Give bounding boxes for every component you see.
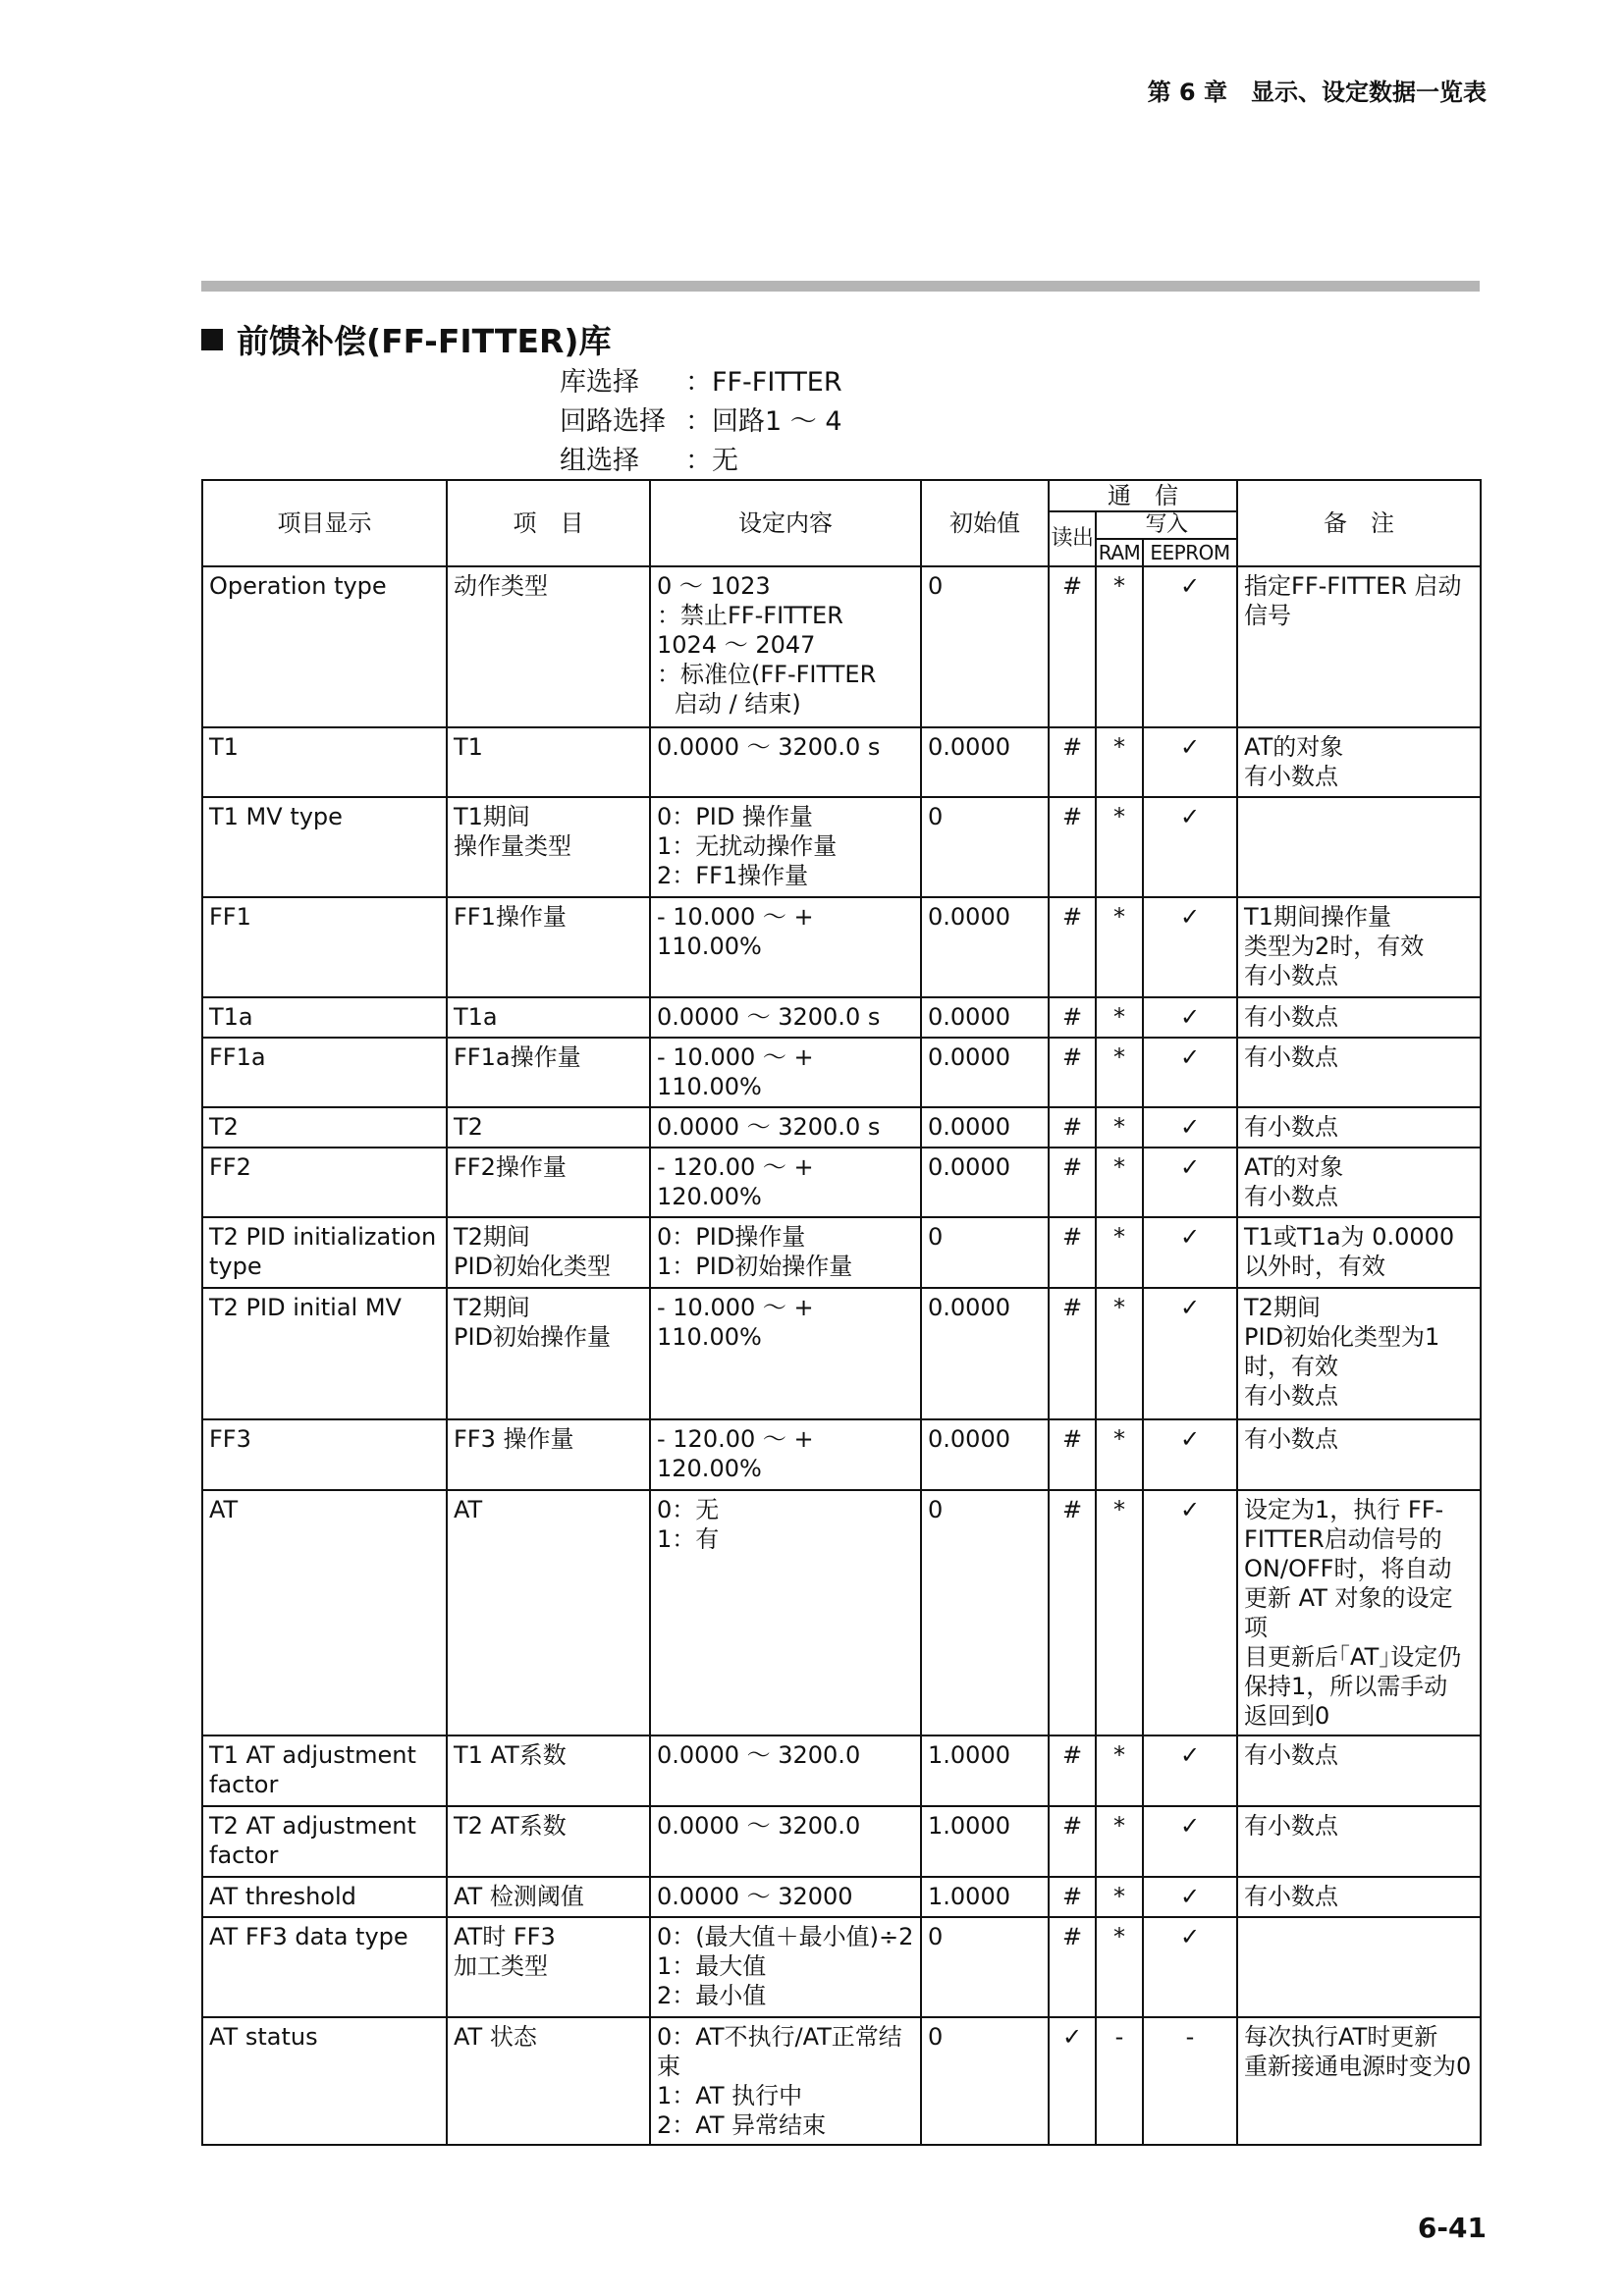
cell-setting — [650, 727, 921, 797]
header-initial: 初始值 — [921, 480, 1049, 566]
cell-item-display-line: FF1a — [209, 1043, 266, 1071]
table-row — [202, 1217, 1481, 1288]
cell-setting-line: 1：无扰动操作量 — [657, 832, 838, 860]
cell-setting-line: - 10.000 ～ + — [657, 1294, 814, 1321]
cell-setting — [650, 1288, 921, 1419]
cell-read: ✓ — [1049, 2017, 1096, 2145]
cell-remark-line: T2期间 — [1244, 1294, 1321, 1321]
section-title-text: 前馈补偿(FF-FITTER)库 — [237, 322, 612, 360]
cell-setting — [650, 1107, 921, 1148]
table-row — [202, 997, 1481, 1038]
cell-setting — [650, 2017, 921, 2145]
cell-item — [447, 1877, 650, 1917]
cell-setting-line: - 10.000 ～ + — [657, 903, 814, 931]
cell-initial: 0 — [921, 2017, 1049, 2145]
cell-remark — [1237, 1419, 1481, 1490]
cell-remark-line: T1期间操作量 — [1244, 903, 1391, 931]
cell-setting — [650, 1735, 921, 1806]
cell-item-display-line: AT status — [209, 2023, 318, 2051]
cell-item-display — [202, 727, 447, 797]
info-row — [560, 442, 842, 481]
cell-remark — [1237, 1288, 1481, 1419]
info-row — [560, 363, 842, 402]
cell-eeprom: ✓ — [1143, 997, 1237, 1038]
cell-item-display — [202, 897, 447, 997]
cell-remark-line: AT的对象 — [1244, 1153, 1344, 1181]
header-read: 读出 — [1049, 511, 1096, 566]
cell-item — [447, 1288, 650, 1419]
cell-item-display-line: factor — [209, 1842, 279, 1869]
cell-setting-line: 0：AT不执行/AT正常结束 — [657, 2023, 902, 2080]
cell-read: # — [1049, 727, 1096, 797]
header-setting: 设定内容 — [650, 480, 921, 566]
header-eeprom: EEPROM — [1143, 539, 1237, 566]
cell-remark-line: 有小数点 — [1244, 1883, 1339, 1910]
cell-initial: 0.0000 — [921, 1038, 1049, 1107]
cell-item — [447, 797, 650, 897]
cell-eeprom: ✓ — [1143, 566, 1237, 727]
cell-setting — [650, 1806, 921, 1877]
cell-ram: * — [1096, 727, 1143, 797]
cell-eeprom: ✓ — [1143, 1148, 1237, 1217]
cell-eeprom: ✓ — [1143, 727, 1237, 797]
cell-remark — [1237, 1148, 1481, 1217]
cell-remark-line: 设定为1，执行 FF- — [1244, 1496, 1444, 1523]
cell-setting — [650, 566, 921, 727]
cell-remark-line: 返回到0 — [1244, 1702, 1330, 1730]
cell-ram: * — [1096, 1148, 1143, 1217]
info-label: 回路选择 — [560, 406, 666, 437]
cell-remark-line: 有小数点 — [1244, 1183, 1339, 1210]
cell-eeprom: ✓ — [1143, 897, 1237, 997]
info-row — [560, 402, 842, 442]
cell-ram: * — [1096, 1877, 1143, 1917]
cell-item-line: PID初始操作量 — [454, 1323, 612, 1351]
cell-remark-line: AT的对象 — [1244, 733, 1344, 761]
cell-setting-line: 2：FF1操作量 — [657, 862, 809, 889]
table-row — [202, 1877, 1481, 1917]
cell-item — [447, 1038, 650, 1107]
cell-item-display-line: FF3 — [209, 1425, 251, 1453]
cell-item-display-line: T2 AT adjustment — [209, 1812, 416, 1840]
cell-setting-line: 0.0000 ～ 3200.0 s — [657, 1003, 881, 1031]
cell-initial: 1.0000 — [921, 1877, 1049, 1917]
info-value: ：回路1 ～ 4 — [685, 406, 842, 437]
cell-item — [447, 997, 650, 1038]
cell-remark-line: 有小数点 — [1244, 962, 1339, 989]
cell-setting-line: 1：PID初始操作量 — [657, 1253, 853, 1280]
cell-read: # — [1049, 1806, 1096, 1877]
header-ram: RAM — [1096, 539, 1143, 566]
info-label: 库选择 — [560, 367, 639, 398]
cell-read: # — [1049, 1217, 1096, 1288]
cell-item-line: T2期间 — [454, 1294, 530, 1321]
info-value: ：FF-FITTER — [685, 367, 842, 398]
cell-item-display-line: AT — [209, 1496, 239, 1523]
cell-eeprom: ✓ — [1143, 1107, 1237, 1148]
cell-remark — [1237, 1877, 1481, 1917]
cell-item-line: T1a — [454, 1003, 498, 1031]
black-square-icon — [201, 329, 223, 350]
cell-item-display-line: T1 AT adjustment — [209, 1741, 416, 1769]
cell-read: # — [1049, 566, 1096, 727]
table-body — [202, 566, 1481, 2145]
cell-read: # — [1049, 1148, 1096, 1217]
cell-remark-line: 有小数点 — [1244, 1812, 1339, 1840]
cell-ram: * — [1096, 1806, 1143, 1877]
cell-eeprom: ✓ — [1143, 1917, 1237, 2017]
table-row — [202, 1107, 1481, 1148]
cell-initial: 0.0000 — [921, 1419, 1049, 1490]
cell-item — [447, 2017, 650, 2145]
cell-setting-line: 0.0000 ～ 32000 — [657, 1883, 853, 1910]
cell-remark — [1237, 1490, 1481, 1735]
cell-item — [447, 1107, 650, 1148]
cell-remark-line: 时，有效 — [1244, 1353, 1339, 1380]
cell-item-display — [202, 1877, 447, 1917]
cell-item — [447, 1917, 650, 2017]
cell-remark-line: 以外时，有效 — [1244, 1253, 1386, 1280]
cell-item-line: AT — [454, 1496, 483, 1523]
cell-setting — [650, 1877, 921, 1917]
cell-read: # — [1049, 1917, 1096, 2017]
cell-item-line: AT 检测阈值 — [454, 1883, 584, 1910]
cell-setting-line: 120.00% — [657, 1183, 762, 1210]
cell-item-display — [202, 1490, 447, 1735]
cell-remark — [1237, 1107, 1481, 1148]
cell-setting — [650, 1217, 921, 1288]
cell-item-display — [202, 1148, 447, 1217]
cell-eeprom: ✓ — [1143, 1735, 1237, 1806]
cell-setting-line: 1：有 — [657, 1525, 720, 1553]
header-comm: 通 信 — [1049, 480, 1237, 511]
cell-remark — [1237, 897, 1481, 997]
cell-item-display-line: AT FF3 data type — [209, 1923, 408, 1950]
cell-eeprom: ✓ — [1143, 1419, 1237, 1490]
cell-item-display — [202, 1288, 447, 1419]
cell-item-line: T2 — [454, 1113, 483, 1141]
cell-item-display — [202, 997, 447, 1038]
cell-remark — [1237, 1217, 1481, 1288]
cell-setting-line: 0：(最大值＋最小值)÷2 — [657, 1923, 914, 1950]
cell-item-display-line: T1a — [209, 1003, 253, 1031]
cell-remark-line: 更新 AT 对象的设定项 — [1244, 1584, 1453, 1641]
cell-item-display-line: factor — [209, 1771, 279, 1798]
cell-eeprom: ✓ — [1143, 1490, 1237, 1735]
cell-item-line: T1 AT系数 — [454, 1741, 567, 1769]
cell-initial: 0 — [921, 797, 1049, 897]
cell-setting-line: 0：PID 操作量 — [657, 803, 813, 830]
cell-item-line: T1 — [454, 733, 483, 761]
cell-remark-line: 有小数点 — [1244, 1425, 1339, 1453]
cell-setting-line: 1：AT 执行中 — [657, 2082, 803, 2109]
cell-remark-line: 有小数点 — [1244, 1003, 1339, 1031]
cell-setting-line: 1024 ～ 2047 — [657, 631, 816, 659]
cell-initial: 0.0000 — [921, 897, 1049, 997]
cell-remark-line: 目更新后｢AT｣设定仍 — [1244, 1643, 1462, 1671]
cell-item-display — [202, 1038, 447, 1107]
table-row — [202, 1806, 1481, 1877]
section-title — [201, 316, 611, 362]
cell-initial: 0.0000 — [921, 1107, 1049, 1148]
cell-setting-line: - 120.00 ～ + — [657, 1425, 814, 1453]
cell-ram: * — [1096, 1419, 1143, 1490]
cell-item-line: FF1a操作量 — [454, 1043, 581, 1071]
cell-read: # — [1049, 897, 1096, 997]
cell-ram: * — [1096, 1107, 1143, 1148]
cell-item-display — [202, 2017, 447, 2145]
cell-remark — [1237, 1806, 1481, 1877]
cell-item — [447, 566, 650, 727]
cell-item-display — [202, 1917, 447, 2017]
cell-item — [447, 1148, 650, 1217]
cell-setting-line: 0 ～ 1023 — [657, 572, 771, 600]
cell-setting-line: 0.0000 ～ 3200.0 — [657, 1741, 861, 1769]
cell-remark-line: 有小数点 — [1244, 1382, 1339, 1410]
cell-setting-line: 0.0000 ～ 3200.0 s — [657, 1113, 881, 1141]
cell-remark-line: 类型为2时，有效 — [1244, 933, 1425, 960]
cell-setting-line: 1：最大值 — [657, 1952, 767, 1980]
cell-item — [447, 727, 650, 797]
cell-remark-line: 有小数点 — [1244, 763, 1339, 790]
cell-setting — [650, 1419, 921, 1490]
table-row — [202, 727, 1481, 797]
cell-remark-line: 保持1，所以需手动 — [1244, 1673, 1448, 1700]
cell-item-display — [202, 1107, 447, 1148]
table-row — [202, 1735, 1481, 1806]
cell-item-line: T2 AT系数 — [454, 1812, 567, 1840]
cell-initial: 0.0000 — [921, 727, 1049, 797]
cell-setting — [650, 897, 921, 997]
cell-read: # — [1049, 997, 1096, 1038]
cell-read: # — [1049, 1288, 1096, 1419]
cell-read: # — [1049, 797, 1096, 897]
cell-item-line: AT时 FF3 — [454, 1923, 556, 1950]
cell-remark-line: T1或T1a为 0.0000 — [1244, 1223, 1455, 1251]
cell-item-line: 操作量类型 — [454, 832, 571, 860]
cell-item-line: FF2操作量 — [454, 1153, 567, 1181]
cell-ram: * — [1096, 997, 1143, 1038]
cell-item — [447, 1217, 650, 1288]
cell-setting-line: 110.00% — [657, 1073, 762, 1100]
cell-item-display-line: FF2 — [209, 1153, 251, 1181]
table-row — [202, 1419, 1481, 1490]
cell-remark-line: 信号 — [1244, 602, 1292, 629]
header-item-display: 项目显示 — [202, 480, 447, 566]
cell-remark — [1237, 997, 1481, 1038]
cell-read: # — [1049, 1419, 1096, 1490]
cell-ram: * — [1096, 1038, 1143, 1107]
cell-item-display-line: AT threshold — [209, 1883, 356, 1910]
cell-item-display — [202, 1419, 447, 1490]
table-row — [202, 1038, 1481, 1107]
table-row — [202, 1148, 1481, 1217]
table-row — [202, 797, 1481, 897]
cell-ram: * — [1096, 1490, 1143, 1735]
cell-remark — [1237, 1038, 1481, 1107]
table-row — [202, 1917, 1481, 2017]
cell-item-display-line: T2 PID initialization — [209, 1223, 437, 1251]
cell-initial: 0.0000 — [921, 997, 1049, 1038]
cell-item-line: AT 状态 — [454, 2023, 537, 2051]
cell-item-line: FF1操作量 — [454, 903, 567, 931]
cell-initial: 1.0000 — [921, 1806, 1049, 1877]
cell-ram: * — [1096, 1917, 1143, 2017]
cell-remark-line: ON/OFF时，将自动 — [1244, 1555, 1452, 1582]
cell-item-display-line: FF1 — [209, 903, 251, 931]
cell-initial: 0 — [921, 1917, 1049, 2017]
cell-setting — [650, 1148, 921, 1217]
cell-setting-line: ：禁止FF-FITTER — [657, 602, 843, 629]
cell-setting-line: 0.0000 ～ 3200.0 — [657, 1812, 861, 1840]
cell-remark — [1237, 727, 1481, 797]
cell-initial: 0 — [921, 566, 1049, 727]
cell-setting-line: - 10.000 ～ + — [657, 1043, 814, 1071]
cell-item-display-line: T2 — [209, 1113, 239, 1141]
header-remark: 备 注 — [1237, 480, 1481, 566]
chapter-header: 第 6 章 显示、设定数据一览表 — [1147, 79, 1487, 106]
cell-item-display — [202, 1735, 447, 1806]
cell-item-display — [202, 797, 447, 897]
cell-remark — [1237, 1917, 1481, 2017]
cell-setting-line: 110.00% — [657, 1323, 762, 1351]
cell-remark-line: 指定FF-FITTER 启动 — [1244, 572, 1462, 600]
cell-item-line: 动作类型 — [454, 572, 548, 600]
cell-eeprom: ✓ — [1143, 1877, 1237, 1917]
cell-item-display — [202, 566, 447, 727]
cell-item-line: PID初始化类型 — [454, 1253, 612, 1280]
cell-item — [447, 1806, 650, 1877]
cell-remark-line: 有小数点 — [1244, 1043, 1339, 1071]
cell-item — [447, 897, 650, 997]
cell-eeprom: ✓ — [1143, 1288, 1237, 1419]
cell-setting-line: - 120.00 ～ + — [657, 1153, 814, 1181]
cell-setting-line: 0.0000 ～ 3200.0 s — [657, 733, 881, 761]
cell-setting-line: 启动 / 结束) — [675, 690, 801, 718]
cell-initial: 0 — [921, 1217, 1049, 1288]
cell-item-line: T2期间 — [454, 1223, 530, 1251]
cell-remark-line: 有小数点 — [1244, 1741, 1339, 1769]
cell-remark — [1237, 1735, 1481, 1806]
parameter-table — [201, 479, 1482, 2146]
cell-setting-line: 110.00% — [657, 933, 762, 960]
cell-ram: * — [1096, 566, 1143, 727]
cell-setting-line: 0：无 — [657, 1496, 720, 1523]
cell-remark-line: 有小数点 — [1244, 1113, 1339, 1141]
cell-ram: * — [1096, 1288, 1143, 1419]
cell-setting-line: 2：AT 异常结束 — [657, 2111, 827, 2139]
cell-ram: - — [1096, 2017, 1143, 2145]
cell-item — [447, 1490, 650, 1735]
cell-initial: 1.0000 — [921, 1735, 1049, 1806]
cell-item-display-line: type — [209, 1253, 262, 1280]
cell-remark — [1237, 797, 1481, 897]
cell-item-display — [202, 1806, 447, 1877]
cell-ram: * — [1096, 797, 1143, 897]
cell-setting — [650, 1038, 921, 1107]
cell-setting — [650, 997, 921, 1038]
cell-ram: * — [1096, 1735, 1143, 1806]
cell-remark-line: 重新接通电源时变为0 — [1244, 2053, 1472, 2080]
cell-read: # — [1049, 1107, 1096, 1148]
cell-item — [447, 1419, 650, 1490]
cell-item-display-line: Operation type — [209, 572, 387, 600]
cell-remark-line: PID初始化类型为1 — [1244, 1323, 1440, 1351]
cell-item-display-line: T1 — [209, 733, 239, 761]
cell-item-display-line: T2 PID initial MV — [209, 1294, 402, 1321]
library-info — [560, 363, 842, 481]
cell-item-line: T1期间 — [454, 803, 530, 830]
info-label: 组选择 — [560, 446, 639, 476]
cell-read: # — [1049, 1490, 1096, 1735]
table-row — [202, 2017, 1481, 2145]
cell-setting — [650, 1917, 921, 2017]
cell-remark-line: FITTER启动信号的 — [1244, 1525, 1442, 1553]
cell-eeprom: ✓ — [1143, 797, 1237, 897]
info-value: ：无 — [685, 446, 738, 476]
cell-item-display — [202, 1217, 447, 1288]
cell-read: # — [1049, 1038, 1096, 1107]
cell-eeprom: - — [1143, 2017, 1237, 2145]
section-divider — [201, 281, 1480, 292]
cell-eeprom: ✓ — [1143, 1217, 1237, 1288]
cell-item-display-line: T1 MV type — [209, 803, 343, 830]
header-write: 写入 — [1096, 511, 1237, 539]
cell-item-line: 加工类型 — [454, 1952, 548, 1980]
cell-read: # — [1049, 1735, 1096, 1806]
cell-initial: 0 — [921, 1490, 1049, 1735]
cell-item-line: FF3 操作量 — [454, 1425, 574, 1453]
cell-eeprom: ✓ — [1143, 1038, 1237, 1107]
cell-setting — [650, 797, 921, 897]
cell-remark — [1237, 566, 1481, 727]
cell-setting-line: 0：PID操作量 — [657, 1223, 806, 1251]
cell-setting-line: 120.00% — [657, 1455, 762, 1482]
cell-setting — [650, 1490, 921, 1735]
cell-initial: 0.0000 — [921, 1148, 1049, 1217]
table-row — [202, 566, 1481, 727]
cell-remark-line: 每次执行AT时更新 — [1244, 2023, 1438, 2051]
cell-setting-line: ：标准位(FF-FITTER — [657, 661, 877, 688]
page-number: 6-41 — [1417, 2212, 1487, 2244]
cell-ram: * — [1096, 1217, 1143, 1288]
table-row — [202, 1490, 1481, 1735]
cell-initial: 0.0000 — [921, 1288, 1049, 1419]
cell-eeprom: ✓ — [1143, 1806, 1237, 1877]
cell-setting-line: 2：最小值 — [657, 1982, 767, 2009]
cell-ram: * — [1096, 897, 1143, 997]
cell-item — [447, 1735, 650, 1806]
cell-read: # — [1049, 1877, 1096, 1917]
table-row — [202, 897, 1481, 997]
cell-remark — [1237, 2017, 1481, 2145]
header-item: 项 目 — [447, 480, 650, 566]
table-row — [202, 1288, 1481, 1419]
